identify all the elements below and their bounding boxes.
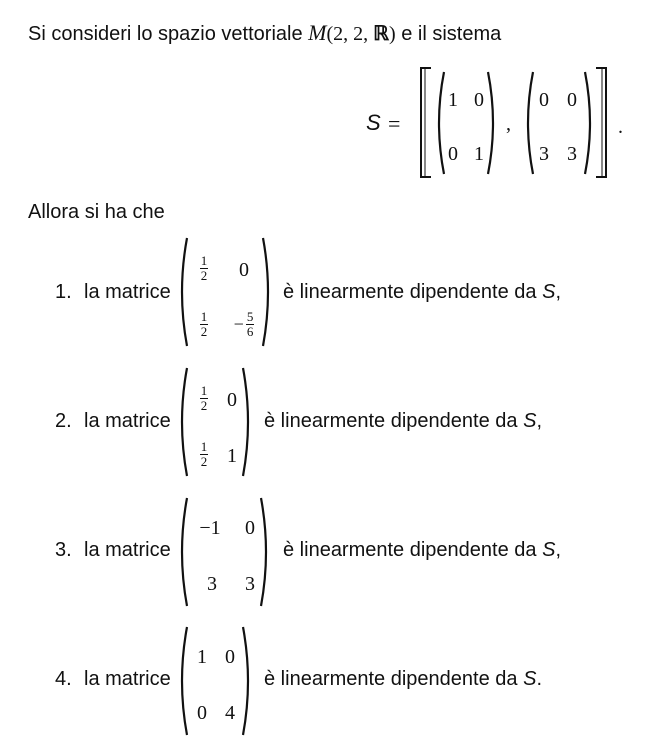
option-4-a: 1 [197, 646, 207, 668]
system-name: S [366, 110, 381, 135]
m2-a: 0 [539, 89, 549, 111]
fraction: $\frac{1}{2}$ [200, 383, 208, 413]
option-4-matrix [176, 625, 254, 737]
fraction: $\frac{5}{6}$ [246, 309, 254, 339]
intro-suffix: e il sistema [401, 23, 502, 45]
space-args: (2, 2, [326, 23, 374, 45]
m2-b: 0 [567, 89, 577, 111]
system-ref: S [523, 410, 537, 432]
allora-text: Allora si ha che [28, 201, 165, 223]
option-4-number: 4. [55, 668, 72, 690]
system-comma: , [506, 113, 511, 135]
option-3-c: 3 [207, 573, 217, 595]
field-symbol: ℝ [373, 23, 389, 45]
option-1-c [192, 310, 216, 338]
option-2-d: 1 [227, 445, 237, 467]
system-matrix-2 [522, 70, 596, 176]
intro-text: Si consideri lo spazio vettoriale [28, 23, 303, 45]
option-3-d: 3 [245, 573, 255, 595]
m2-d: 3 [567, 143, 577, 165]
space-close: ) [389, 23, 396, 45]
option-1-prefix: la matrice [84, 281, 171, 303]
option-1-b: 0 [239, 259, 249, 281]
option-2-suffix: è linearmente dipendente da S, [264, 410, 542, 432]
system-ref: S [542, 281, 556, 303]
option-4-suffix: è linearmente dipendente da S. [264, 668, 542, 690]
space-name: M [308, 20, 327, 45]
matrix-parens [522, 70, 596, 176]
m1-d: 1 [474, 143, 484, 165]
option-1-suffix: è linearmente dipendente da S, [283, 281, 561, 303]
matrix-parens [176, 625, 254, 737]
system-ref: S [523, 668, 537, 690]
m1-c: 0 [448, 143, 458, 165]
option-4-d: 4 [225, 702, 235, 724]
m1-b: 0 [474, 89, 484, 111]
option-4-b: 0 [225, 646, 235, 668]
m2-c: 3 [539, 143, 549, 165]
option-2-prefix: la matrice [84, 410, 171, 432]
system-period: . [618, 116, 623, 138]
option-3-a: −1 [199, 517, 221, 539]
option-1-a [192, 254, 216, 282]
option-1-number: 1. [55, 281, 72, 303]
system-ref: S [542, 539, 556, 561]
fraction: $\frac{1}{2}$ [200, 253, 208, 283]
option-2-b: 0 [227, 389, 237, 411]
option-4-c: 0 [197, 702, 207, 724]
option-3-number: 3. [55, 539, 72, 561]
system-matrix-1 [433, 70, 499, 176]
fraction: $\frac{1}{2}$ [200, 309, 208, 339]
option-3-matrix [176, 496, 272, 608]
option-3-suffix: è linearmente dipendente da S, [283, 539, 561, 561]
option-2-matrix [176, 366, 254, 478]
option-2-a [192, 384, 216, 412]
fraction: $\frac{1}{2}$ [200, 439, 208, 469]
option-2-c [192, 440, 216, 468]
matrix-parens [433, 70, 499, 176]
option-1-d: − $\frac{5}{6}$ [233, 309, 254, 339]
option-4-prefix: la matrice [84, 668, 171, 690]
m1-a: 1 [448, 89, 458, 111]
option-2-number: 2. [55, 410, 72, 432]
system-equals: = [388, 111, 401, 136]
option-1-matrix [176, 236, 274, 348]
option-3-prefix: la matrice [84, 539, 171, 561]
option-3-b: 0 [245, 517, 255, 539]
